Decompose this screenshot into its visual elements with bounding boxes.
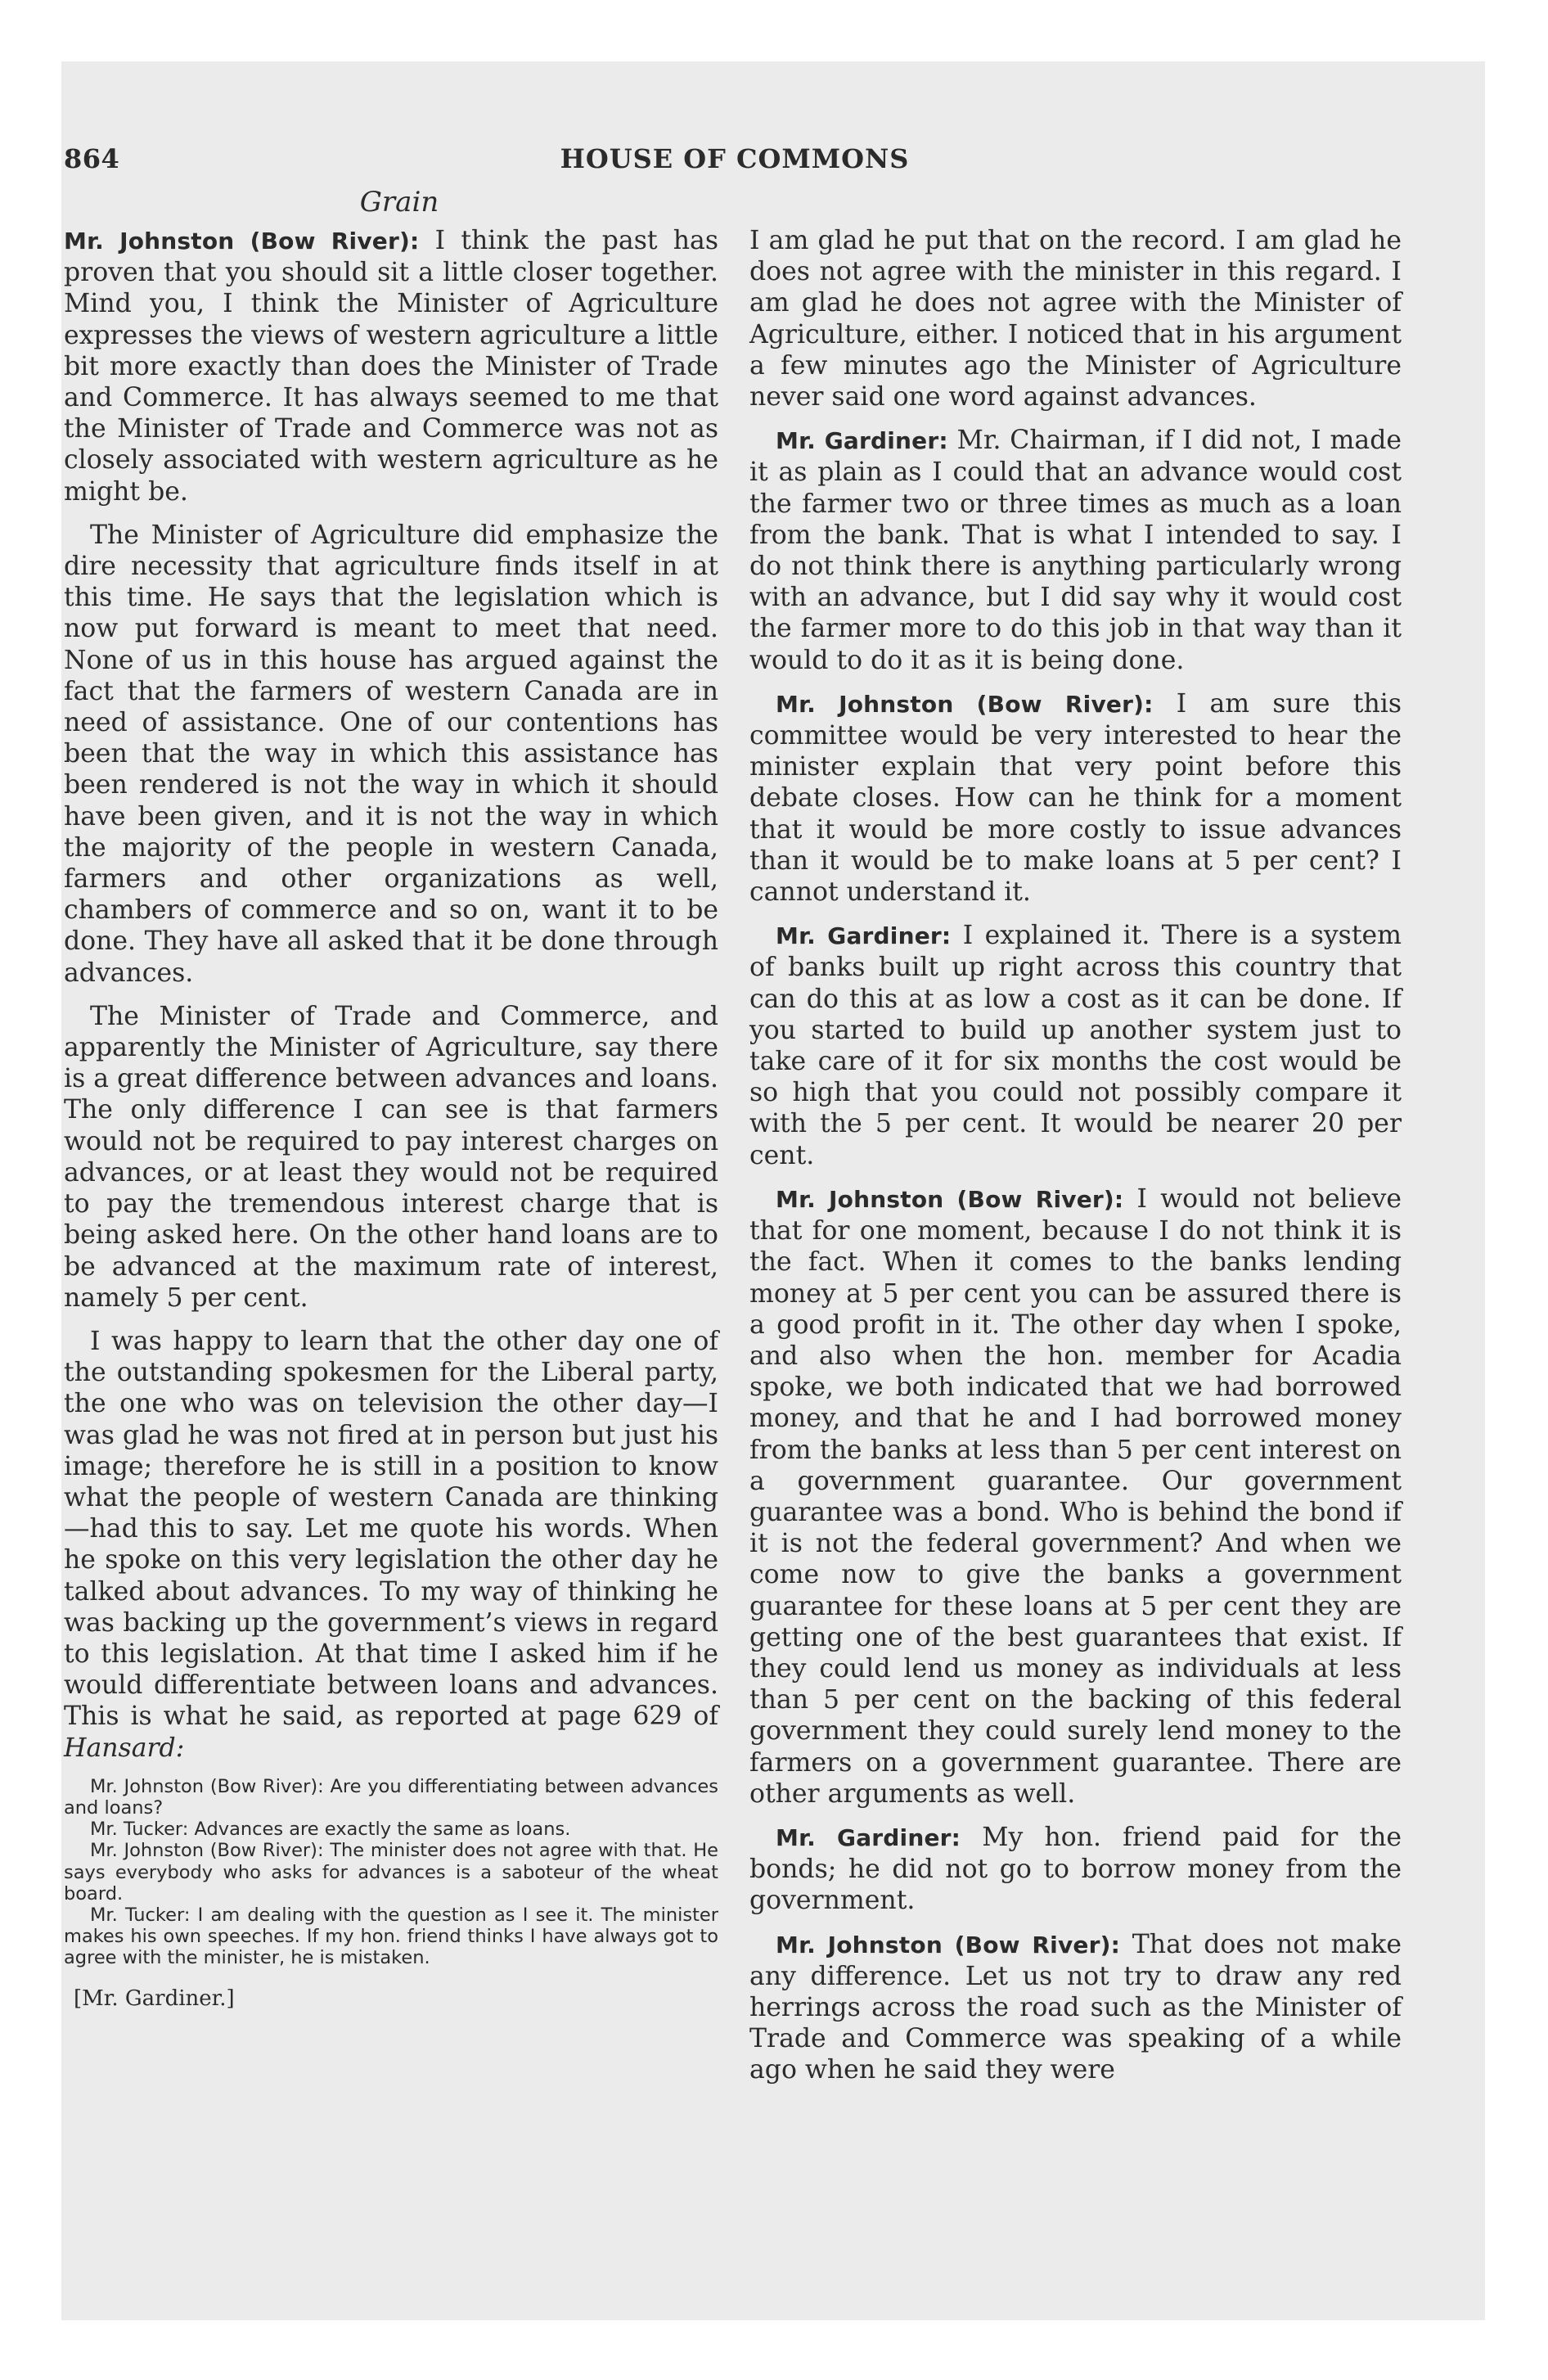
speaker-name: Mr. Gardiner: xyxy=(776,1823,961,1851)
paragraph xyxy=(749,688,1402,908)
paragraph xyxy=(749,920,1402,1171)
paragraph: The Minister of Agriculture did emphasize the dire necessity that agriculture finds itself in at this time. He says that the legislation which is now put forward is meant to meet that need. None of us in this house has argued against the fact that the farmers of western Canada are in need of assistance. One of our contentions has been that the way in which this assistance has been rendered is not the way in which it should have been given, and it is not the way in which the majority of the people in western Canada, farmers and other organizations as well, chambers of commerce and so on, want it to be done. They have all asked that it be done through advances. xyxy=(64,520,718,988)
speech-text: I think the past has proven that you should sit a little closer together. Mind you, I think the Minister of Agriculture expresses the views of western agriculture a little bit more exactly than does the Minister of Trade and Commerce. It has always seemed to me that the Minister of Trade and Commerce was not as closely associated with western agriculture as he might be. xyxy=(64,226,718,507)
speaker-name: Mr. Johnston (Bow River): xyxy=(776,1185,1124,1213)
speech-text: My hon. friend paid for the bonds; he did not go to borrow money from the government. xyxy=(749,1822,1402,1916)
right-column xyxy=(749,225,1402,2098)
quoted-exchange: Mr. Tucker: Advances are exactly the same as loans. xyxy=(90,1819,571,1841)
paragraph: The Minister of Trade and Commerce, and apparently the Minister of Agriculture, say there is a great difference between advances and loans. The only difference I can see is that farmers would not be required to pay interest charges on advances, or at least they would not be required to pay the tremendous interest charge that is being asked here. On the other hand loans are to be advanced at the maximum rate of interest, namely 5 per cent. xyxy=(64,1001,718,1313)
page xyxy=(64,143,1406,2271)
speech-text: I am sure this committee would be very interested to hear the minister explain that very point before this debate closes. How can he think for a moment that it would be more costly to issue advances than it would be to make loans at 5 per cent? I cannot understand it. xyxy=(749,688,1402,908)
speaker-name: Mr. Johnston (Bow River): xyxy=(64,228,420,255)
quoted-exchange: Mr. Tucker: I am dealing with the question as I see it. The minister makes his own speeches. If my hon. friend thinks I have always got to agree with the minister, he is mistaken. xyxy=(64,1904,718,1969)
left-column xyxy=(64,225,718,2012)
running-head: HOUSE OF COMMONS xyxy=(560,143,910,174)
paragraph xyxy=(749,1929,1402,2086)
page-number: 864 xyxy=(64,143,120,174)
speaker-name: Mr. Gardiner: xyxy=(776,922,952,950)
paragraph xyxy=(749,1183,1402,1810)
hansard-reference: Hansard: xyxy=(64,1733,185,1763)
speech-text: I was happy to learn that the other day one of the outstanding spokesmen for the Liberal party, the one who was on television the other day—I was glad he was not fired at in person but just his image; therefore he is still in a position to know what the people of western Canada are thinking—had this to say. Let me quote his words. When he spoke on this very legislation the other day he talked about advances. To my way of thinking he was backing up the government’s views in regard to this legislation. At that time I asked him if he would differentiate between loans and advances. This is what he said, as reported at page 629 of xyxy=(64,1326,718,1732)
attribution-footer: [Mr. Gardiner.] xyxy=(74,1986,235,2011)
speech-text: Mr. Chairman, if I did not, I made it as plain as I could that an advance would cost the farmer two or three times as much as a loan from the bank. That is what I intended to say. I do not think there is anything particularly wrong with an advance, but I did say why it would cost the farmer more to do this job in that way than it would to do it as it is being done. xyxy=(749,426,1402,675)
paragraph xyxy=(749,1822,1402,1917)
speech-text: I explained it. There is a system of banks built up right across this country that can do this at as low a cost as it can be done. If you started to build up another system just to take care of it for six months the cost would be so high that you could not possibly compare it with the 5 per cent. It would be nearer 20 per cent. xyxy=(749,921,1402,1170)
quoted-exchange: Mr. Johnston (Bow River): Are you differentiating between advances and loans? xyxy=(64,1775,718,1819)
speech-text: I would not believe that for one moment, because I do not think it is the fact. When it comes to the banks lending money at 5 per cent you can be assured there is a good profit in it. The other day when I spoke, and also when the hon. member for Acadia spoke, we both indicated that we had borrowed money, and that he and I had borrowed money from the banks at less than 5 per cent interest on a government guarantee. Our government guarantee was a bond. Who is behind the bond if it is not the federal government? And when we come now to give the banks a government guarantee for these loans at 5 per cent they are getting one of the best guarantees that exist. If they could lend us money as individuals at less than 5 per cent on the backing of this federal government they could surely lend money to the farmers on a government guarantee. There are other arguments as well. xyxy=(749,1183,1402,1809)
speaker-name: Mr. Johnston (Bow River): xyxy=(776,690,1154,718)
speech-text: That does not make any difference. Let us not try to draw any red herrings across the road such as the Minister of Trade and Commerce was speaking of a while ago when he said they were xyxy=(749,1929,1402,2085)
paragraph xyxy=(64,1326,718,1764)
paragraph xyxy=(749,425,1402,676)
speaker-name: Mr. Gardiner: xyxy=(776,427,948,455)
subject-heading: Grain xyxy=(359,186,439,219)
speaker-name: Mr. Johnston (Bow River): xyxy=(776,1931,1120,1959)
paragraph xyxy=(64,225,718,507)
quoted-exchange: Mr. Johnston (Bow River): The minister does not agree with that. He says everybody who asks for advances is a saboteur of the wheat board. xyxy=(64,1840,718,1904)
paragraph: I am glad he put that on the record. I am glad he does not agree with the minister in this regard. I am glad he does not agree with the Minister of Agriculture, either. I noticed that in his argument a few minutes ago the Minister of Agriculture never said one word against advances. xyxy=(749,226,1402,412)
